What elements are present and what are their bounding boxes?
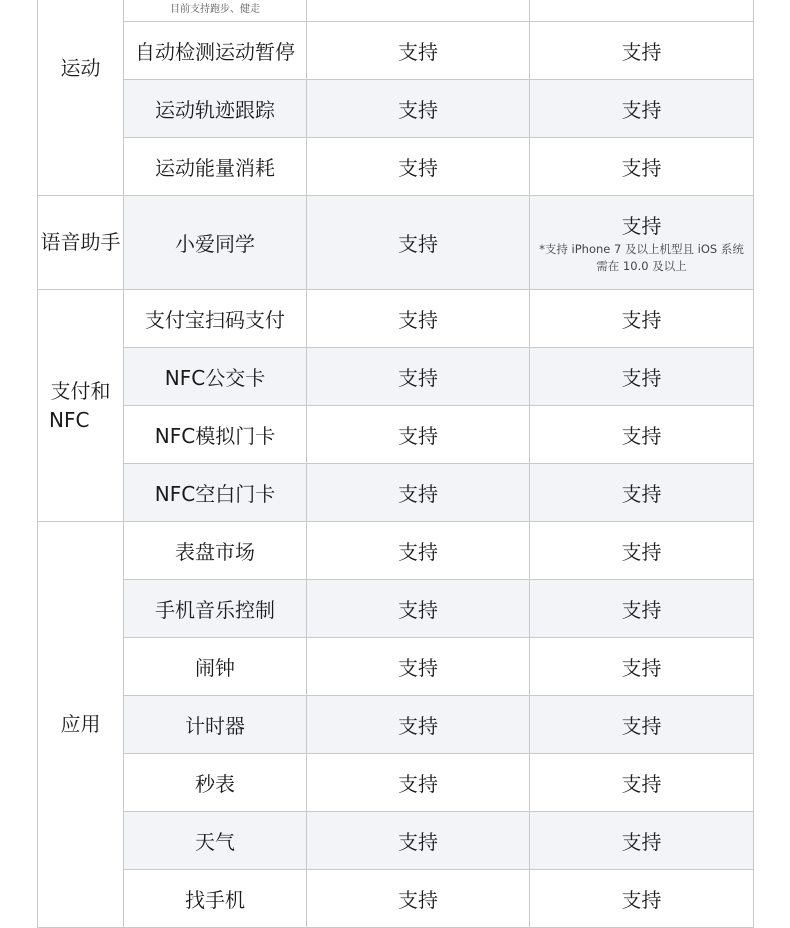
value-cell: 支持 [530, 290, 754, 348]
value-cell: 支持 [307, 290, 530, 348]
value-cell: 支持 [530, 870, 754, 928]
value-cell: 支持 [307, 638, 530, 696]
table-row [38, 870, 754, 928]
category-label: 应用 [60, 712, 101, 736]
category-payment-nfc [38, 290, 124, 522]
value-cell: 支持 [530, 522, 754, 580]
value-cell: 支持 [307, 196, 530, 290]
value-cell: 支持 [307, 696, 530, 754]
feature-cell: 自动检测运动暂停 [124, 22, 307, 80]
feature-cell: 天气 [124, 812, 307, 870]
value-cell: 支持 [307, 812, 530, 870]
value-cell: 支持 [307, 348, 530, 406]
value-cell: 支持 [530, 754, 754, 812]
compatibility-note: *支持 iPhone 7 及以上机型且 iOS 系统需在 10.0 及以上 [539, 242, 744, 273]
table-row [38, 196, 754, 290]
category-label: 支付和 [50, 378, 111, 403]
table-row [38, 0, 754, 22]
value-cell: 支持 [307, 580, 530, 638]
feature-cell: 表盘市场 [124, 522, 307, 580]
feature-cell: 运动轨迹跟踪 [124, 80, 307, 138]
table-row [38, 348, 754, 406]
category-voice: 语音助手 [38, 196, 124, 290]
category-sport [38, 0, 124, 196]
value-cell [530, 0, 754, 22]
value-cell: 支持 [307, 870, 530, 928]
table-row [38, 638, 754, 696]
category-apps [38, 522, 124, 928]
feature-cell: 秒表 [124, 754, 307, 812]
table-row [38, 22, 754, 80]
table-row [38, 812, 754, 870]
value-cell: 支持 [530, 580, 754, 638]
table-row [38, 406, 754, 464]
feature-cell: NFC空白门卡 [124, 464, 307, 522]
value-cell: 支持 [530, 696, 754, 754]
value-cell: 支持 [307, 522, 530, 580]
table-row [38, 754, 754, 812]
feature-cell: NFC模拟门卡 [124, 406, 307, 464]
category-label: NFC [49, 407, 90, 432]
feature-cell: 计时器 [124, 696, 307, 754]
table-row [38, 80, 754, 138]
value-cell: 支持 [530, 22, 754, 80]
feature-cell: 小爱同学 [124, 196, 307, 290]
table-row [38, 464, 754, 522]
value-cell: 支持 [307, 406, 530, 464]
feature-cell: 找手机 [124, 870, 307, 928]
value-cell: 支持 [307, 754, 530, 812]
value-cell [307, 0, 530, 22]
feature-cell: 手机音乐控制 [124, 580, 307, 638]
value-cell: 支持 [530, 348, 754, 406]
value-cell: 支持 [307, 138, 530, 196]
value-text: 支持 [621, 214, 662, 238]
table-row [38, 696, 754, 754]
feature-cell: 支付宝扫码支付 [124, 290, 307, 348]
feature-cell: 闹钟 [124, 638, 307, 696]
value-cell: 支持 [530, 80, 754, 138]
value-cell: 支持 [530, 638, 754, 696]
feature-cell: 运动能量消耗 [124, 138, 307, 196]
value-cell [530, 196, 754, 290]
value-cell: 支持 [307, 464, 530, 522]
table-row [38, 290, 754, 348]
table-row [38, 580, 754, 638]
value-cell: 支持 [307, 80, 530, 138]
value-cell: 支持 [307, 22, 530, 80]
feature-cell [124, 0, 307, 22]
table-row [38, 522, 754, 580]
value-cell: 支持 [530, 812, 754, 870]
value-cell: 支持 [530, 464, 754, 522]
value-cell: 支持 [530, 138, 754, 196]
comparison-table [37, 0, 754, 928]
table-row [38, 138, 754, 196]
value-cell: 支持 [530, 406, 754, 464]
category-label: 运动 [60, 56, 101, 80]
feature-cell: NFC公交卡 [124, 348, 307, 406]
feature-note: 目前支持跑步、健走 [170, 4, 260, 15]
